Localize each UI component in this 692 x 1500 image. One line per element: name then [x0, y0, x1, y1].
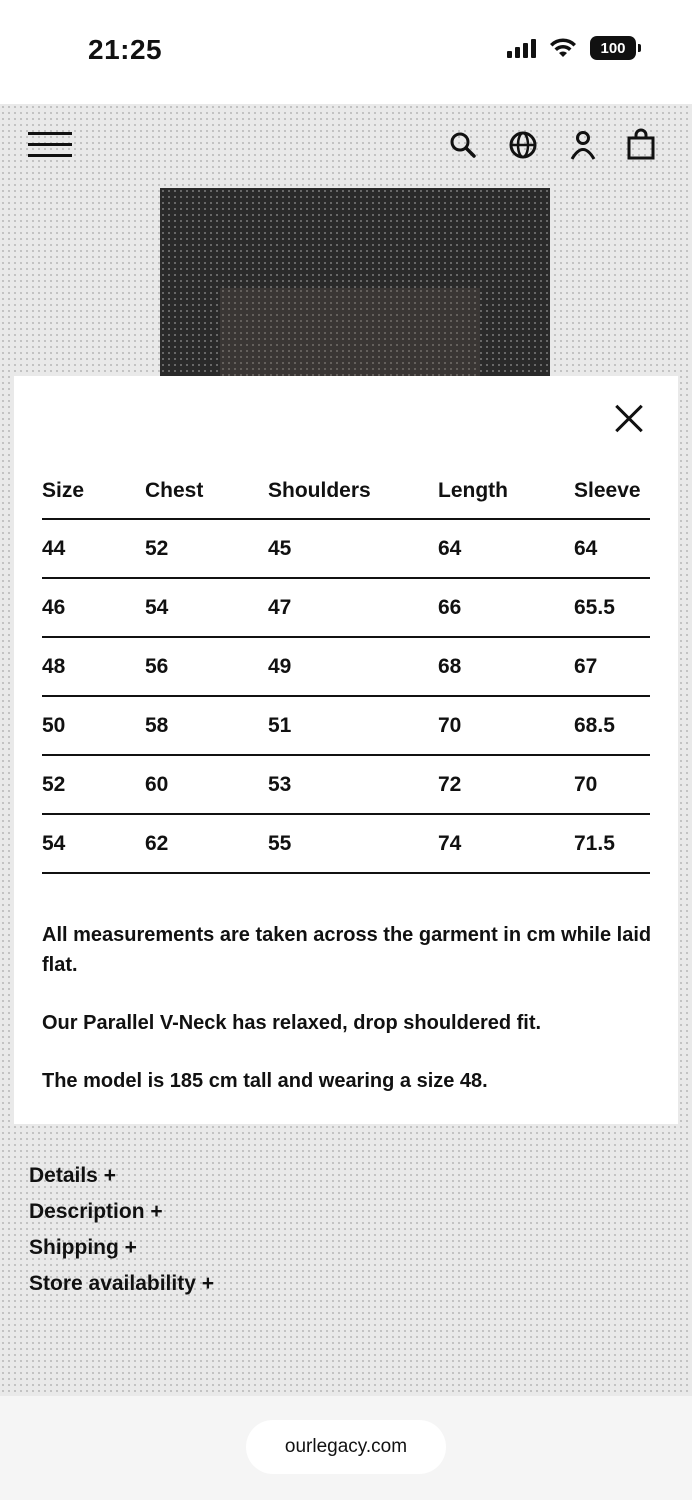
table-cell: 71.5 [574, 814, 650, 873]
product-image-detail [220, 288, 480, 378]
account-icon[interactable] [566, 128, 600, 162]
table-cell: 65.5 [574, 578, 650, 637]
table-cell: 47 [268, 578, 438, 637]
table-cell: 52 [145, 519, 268, 578]
table-cell: 67 [574, 637, 650, 696]
table-cell: 52 [42, 755, 145, 814]
table-row [42, 755, 650, 814]
size-guide-modal [14, 376, 678, 1124]
table-cell: 64 [438, 519, 574, 578]
globe-icon[interactable] [506, 128, 540, 162]
table-cell: 55 [268, 814, 438, 873]
note-measurements: All measurements are taken across the garment in cm while laid flat. [42, 924, 652, 976]
menu-icon[interactable] [28, 132, 72, 158]
table-cell: 70 [438, 696, 574, 755]
table-cell: 44 [42, 519, 145, 578]
table-cell: 54 [145, 578, 268, 637]
table-cell: 68.5 [574, 696, 650, 755]
product-image [160, 188, 550, 378]
table-row [42, 814, 650, 873]
table-cell: 74 [438, 814, 574, 873]
table-row [42, 637, 650, 696]
table-cell: 64 [574, 519, 650, 578]
table-cell: 49 [268, 637, 438, 696]
accordion-description[interactable]: Description + [29, 1200, 163, 1223]
table-cell: 68 [438, 637, 574, 696]
accordion-shipping[interactable]: Shipping + [29, 1236, 137, 1259]
table-cell: 58 [145, 696, 268, 755]
url-bar[interactable]: ourlegacy.com [246, 1420, 446, 1474]
table-row [42, 696, 650, 755]
column-header-sleeve: Sleeve [574, 464, 650, 519]
table-cell: 56 [145, 637, 268, 696]
table-cell: 53 [268, 755, 438, 814]
status-bar [0, 0, 692, 104]
status-time: 21:25 [88, 34, 163, 65]
column-header-size: Size [42, 464, 145, 519]
table-row [42, 578, 650, 637]
column-header-length: Length [438, 464, 574, 519]
status-icons [507, 36, 636, 60]
table-cell: 62 [145, 814, 268, 873]
table-row [42, 519, 650, 578]
table-header-row [42, 464, 650, 519]
size-table [42, 464, 650, 874]
table-cell: 48 [42, 637, 145, 696]
table-cell: 70 [574, 755, 650, 814]
table-cell: 45 [268, 519, 438, 578]
note-model: The model is 185 cm tall and wearing a size 48. [42, 1070, 488, 1092]
accordion-store-availability[interactable]: Store availability + [29, 1272, 215, 1295]
close-icon[interactable] [614, 404, 644, 434]
product-accordion [29, 1158, 214, 1302]
table-cell: 46 [42, 578, 145, 637]
note-fit: Our Parallel V-Neck has relaxed, drop shouldered fit. [42, 1012, 542, 1034]
wifi-icon [548, 37, 578, 59]
browser-bottom-bar [0, 1396, 692, 1500]
battery-icon: 100 [590, 36, 636, 60]
table-cell: 51 [268, 696, 438, 755]
table-cell: 50 [42, 696, 145, 755]
search-icon[interactable] [446, 128, 480, 162]
table-cell: 72 [438, 755, 574, 814]
table-cell: 60 [145, 755, 268, 814]
column-header-chest: Chest [145, 464, 268, 519]
bag-icon[interactable] [624, 128, 658, 162]
table-cell: 54 [42, 814, 145, 873]
column-header-shoulders: Shoulders [268, 464, 438, 519]
cellular-signal-icon [507, 38, 536, 58]
table-cell: 66 [438, 578, 574, 637]
accordion-details[interactable]: Details + [29, 1164, 116, 1187]
size-guide-notes [42, 920, 652, 1124]
